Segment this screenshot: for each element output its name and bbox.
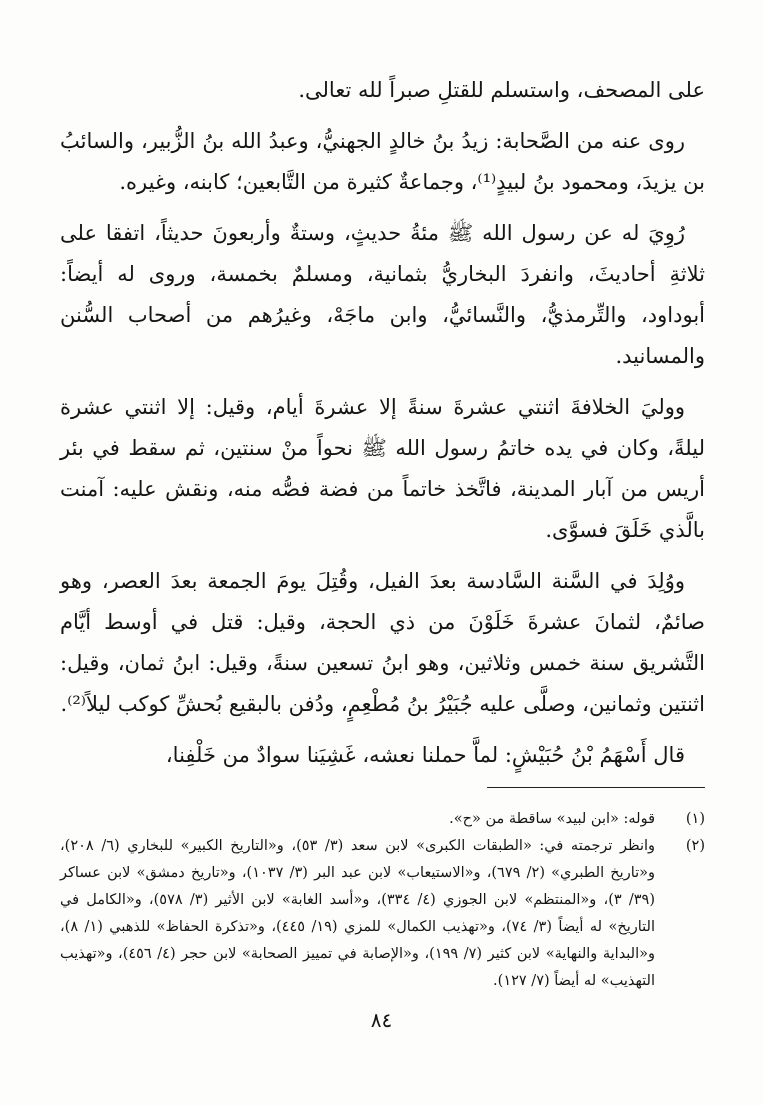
paragraph-3: رُوِيَ له عن رسول الله ﷺ مئةُ حديثٍ، وستةٌ وأربعونَ حديثاً، اتفقا على ثلاثةِ أحاديثَ، وانفردَ البخاريُّ بثمانية، ومسلمٌ بخمسة، وروى له أيضاً: أبوداود، والتِّرمذيُّ، والنَّسائيُّ، وابن ماجَهْ، وغيرُهم من أصحاب السُّنن والمسانيد. — [60, 221, 705, 368]
footnote-2 — [60, 833, 705, 995]
page-number: ٨٤ — [370, 1008, 393, 1032]
paragraph-2: روى عنه من الصَّحابة: زيدُ بنُ خالدٍ الجهنيُّ، وعبدُ الله بنُ الزُّبير، والسائبُ بن يزيدَ، ومحمود بنُ لبيدٍ⁽¹⁾، وجماعةٌ كثيرة من التَّابعين؛ كابنه، وغيره. — [60, 129, 705, 194]
paragraph-1: على المصحف، واستسلم للقتلِ صبراً لله تعالى. — [298, 78, 705, 102]
paragraph-5: ووُلِدَ في السَّنة السَّادسة بعدَ الفيل، وقُتِلَ يومَ الجمعة بعدَ العصر، وهو صائمٌ، لثمانَ عشرةَ خَلَوْنَ من ذي الحجة، وقيل: قتل في أوسط أيَّام التَّشريق سنة خمس وثلاثين، وهو ابنُ تسعين سنةً، وقيل: ابنُ ثمان، وقيل: اثنتين وثمانين، وصلَّى عليه جُبَيْرُ بنُ مُطْعِمٍ، ودُفن بالبقيع بُحشِّ كوكب ليلاً⁽²⁾. — [60, 569, 705, 716]
paragraph-4: ووليَ الخلافةَ اثنتي عشرةَ سنةً إلا عشرةَ أيام، وقيل: إلا اثنتي عشرة ليلةً، وكان في يده خاتمُ رسول الله ﷺ نحواً منْ سنتين، ثم سقط في بئر أريس من آبار المدينة، فاتَّخذ خاتماً من فضة فصُّه منه، ونقش عليه: آمنت بالَّذي خَلَقَ فسوَّى. — [60, 395, 705, 542]
footnote-number: (٢) — [685, 838, 705, 854]
footnote-divider — [487, 787, 705, 788]
footnote-1 — [60, 806, 705, 833]
paragraph-6: قال أَسْهَمُ بْنُ حُبَيْشٍ: لماَّ حملنا نعشه، غَشِيَنا سوادٌ من خَلْفِنا، — [165, 743, 685, 767]
footnote-text: قوله: «ابن لبيد» ساقطة من «ح». — [449, 811, 655, 827]
footnote-number: (١) — [685, 811, 705, 827]
main-text — [60, 70, 705, 786]
footnotes — [60, 806, 705, 995]
footnote-text: وانظر ترجمته في: «الطبقات الكبرى» لابن سعد (٣/ ٥٣)، و«التاريخ الكبير» للبخاري (٦/ ٢٠٨)، و«تاريخ الطبري» (٢/ ٦٧٩)، و«الاستيعاب» لابن عبد البر (٣/ ١٠٣٧)، و«تاريخ دمشق» لابن عساكر (٣٩/ ٣)، و«المنتظم» لابن الجوزي (٤/ ٣٣٤)، و«أسد الغابة» لابن الأثير (٣/ ٥٧٨)، و«الكامل في التاريخ» له أيضاً (٣/ ٧٤)، و«تهذيب الكمال» للمزي (١٩/ ٤٤٥)، و«تذكرة الحفاظ» للذهبي (١/ ٨)، و«البداية والنهاية» لابن كثير (٧/ ١٩٩)، و«الإصابة في تمييز الصحابة» لابن حجر (٤/ ٤٥٦)، و«تهذيب التهذيب» له أيضاً (٧/ ١٢٧). — [60, 838, 656, 989]
